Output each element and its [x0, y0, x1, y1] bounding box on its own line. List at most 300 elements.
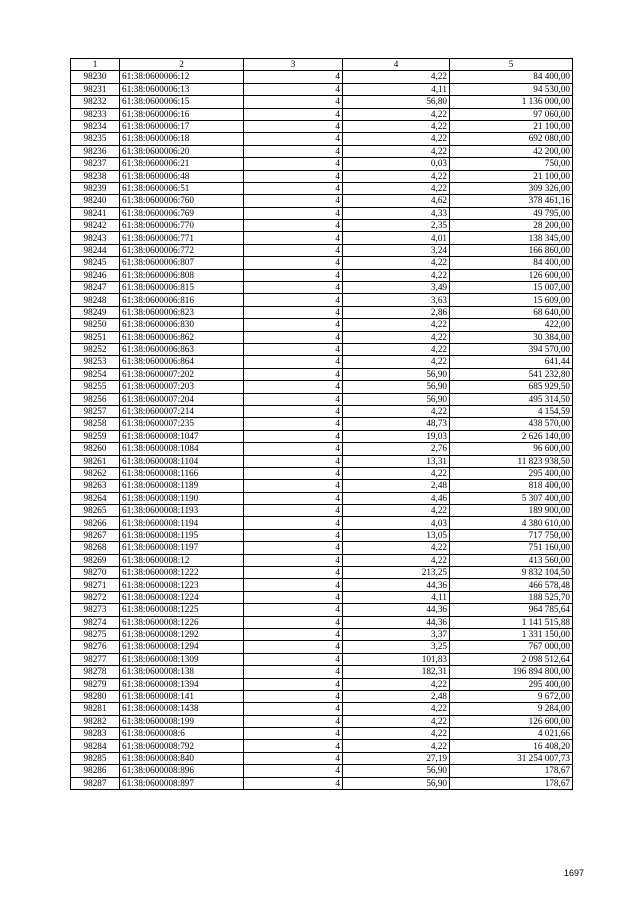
cadastral-number-cell: 61:38:0600008:1195: [120, 529, 244, 541]
category-cell: 4: [244, 529, 343, 541]
table-row: [71, 579, 573, 591]
value-cell: 178,67: [450, 777, 573, 789]
table-row: [71, 455, 573, 467]
table-row: [71, 133, 573, 145]
cadastral-number-cell: 61:38:0600008:1225: [120, 604, 244, 616]
area-cell: 4,11: [343, 83, 450, 95]
table-row: [71, 517, 573, 529]
column-header: 4: [343, 59, 450, 71]
area-cell: 4,46: [343, 492, 450, 504]
row-number-cell: 98238: [71, 170, 120, 182]
value-cell: 4 380 610,00: [450, 517, 573, 529]
area-cell: 4,22: [343, 678, 450, 690]
area-cell: 2,48: [343, 480, 450, 492]
category-cell: 4: [244, 158, 343, 170]
row-number-cell: 98236: [71, 145, 120, 157]
cadastral-number-cell: 61:38:0600006:13: [120, 83, 244, 95]
cadastral-number-cell: 61:38:0600006:17: [120, 120, 244, 132]
category-cell: 4: [244, 628, 343, 640]
value-cell: 1 141 515,88: [450, 616, 573, 628]
cadastral-number-cell: 61:38:0600006:863: [120, 343, 244, 355]
category-cell: 4: [244, 133, 343, 145]
category-cell: 4: [244, 666, 343, 678]
row-number-cell: 98262: [71, 467, 120, 479]
row-number-cell: 98244: [71, 244, 120, 256]
value-cell: 1 136 000,00: [450, 96, 573, 108]
area-cell: 213,25: [343, 567, 450, 579]
category-cell: 4: [244, 765, 343, 777]
value-cell: 4 021,66: [450, 728, 573, 740]
table-row: [71, 269, 573, 281]
table-row: [71, 467, 573, 479]
category-cell: 4: [244, 319, 343, 331]
category-cell: 4: [244, 232, 343, 244]
table-row: [71, 529, 573, 541]
area-cell: 4,22: [343, 170, 450, 182]
area-cell: 2,86: [343, 306, 450, 318]
cadastral-number-cell: 61:38:0600006:48: [120, 170, 244, 182]
table-row: [71, 740, 573, 752]
row-number-cell: 98237: [71, 158, 120, 170]
area-cell: 101,83: [343, 653, 450, 665]
row-number-cell: 98232: [71, 96, 120, 108]
cadastral-number-cell: 61:38:0600006:20: [120, 145, 244, 157]
row-number-cell: 98246: [71, 269, 120, 281]
area-cell: 3,63: [343, 294, 450, 306]
value-cell: 126 600,00: [450, 269, 573, 281]
cadastral-number-cell: 61:38:0600008:1189: [120, 480, 244, 492]
category-cell: 4: [244, 616, 343, 628]
category-cell: 4: [244, 703, 343, 715]
area-cell: 4,22: [343, 542, 450, 554]
category-cell: 4: [244, 207, 343, 219]
value-cell: 15 007,00: [450, 282, 573, 294]
area-cell: 4,22: [343, 554, 450, 566]
cadastral-number-cell: 61:38:0600008:897: [120, 777, 244, 789]
category-cell: 4: [244, 443, 343, 455]
row-number-cell: 98266: [71, 517, 120, 529]
area-cell: 44,36: [343, 604, 450, 616]
row-number-cell: 98270: [71, 567, 120, 579]
row-number-cell: 98282: [71, 715, 120, 727]
table-row: [71, 728, 573, 740]
row-number-cell: 98286: [71, 765, 120, 777]
area-cell: 4,62: [343, 195, 450, 207]
value-cell: 751 160,00: [450, 542, 573, 554]
category-cell: 4: [244, 455, 343, 467]
area-cell: 3,24: [343, 244, 450, 256]
category-cell: 4: [244, 294, 343, 306]
area-cell: 4,22: [343, 703, 450, 715]
column-header: 3: [244, 59, 343, 71]
row-number-cell: 98250: [71, 319, 120, 331]
cadastral-number-cell: 61:38:0600006:823: [120, 306, 244, 318]
category-cell: 4: [244, 356, 343, 368]
cadastral-number-cell: 61:38:0600006:830: [120, 319, 244, 331]
value-cell: 166 860,00: [450, 244, 573, 256]
row-number-cell: 98285: [71, 752, 120, 764]
category-cell: 4: [244, 740, 343, 752]
table-row: [71, 443, 573, 455]
table-row: [71, 703, 573, 715]
row-number-cell: 98273: [71, 604, 120, 616]
row-number-cell: 98267: [71, 529, 120, 541]
row-number-cell: 98231: [71, 83, 120, 95]
value-cell: 188 525,70: [450, 591, 573, 603]
table-row: [71, 343, 573, 355]
area-cell: 4,22: [343, 71, 450, 83]
value-cell: 541 232,80: [450, 368, 573, 380]
row-number-cell: 98252: [71, 343, 120, 355]
area-cell: 4,22: [343, 145, 450, 157]
category-cell: 4: [244, 195, 343, 207]
table-row: [71, 604, 573, 616]
table-row: [71, 567, 573, 579]
value-cell: 84 400,00: [450, 71, 573, 83]
area-cell: 4,22: [343, 257, 450, 269]
category-cell: 4: [244, 505, 343, 517]
area-cell: 4,22: [343, 405, 450, 417]
value-cell: 750,00: [450, 158, 573, 170]
value-cell: 84 400,00: [450, 257, 573, 269]
area-cell: 19,03: [343, 430, 450, 442]
area-cell: 4,22: [343, 343, 450, 355]
area-cell: 4,22: [343, 269, 450, 281]
area-cell: 13,05: [343, 529, 450, 541]
cadastral-number-cell: 61:38:0600006:772: [120, 244, 244, 256]
category-cell: 4: [244, 381, 343, 393]
category-cell: 4: [244, 430, 343, 442]
area-cell: 3,37: [343, 628, 450, 640]
table-row: [71, 777, 573, 789]
category-cell: 4: [244, 728, 343, 740]
area-cell: 4,03: [343, 517, 450, 529]
cadastral-number-cell: 61:38:0600006:770: [120, 220, 244, 232]
value-cell: 5 307 400,00: [450, 492, 573, 504]
cadastral-number-cell: 61:38:0600008:1226: [120, 616, 244, 628]
table-row: [71, 405, 573, 417]
table-row: [71, 71, 573, 83]
cadastral-number-cell: 61:38:0600006:15: [120, 96, 244, 108]
cadastral-number-cell: 61:38:0600008:840: [120, 752, 244, 764]
cadastral-number-cell: 61:38:0600008:896: [120, 765, 244, 777]
category-cell: 4: [244, 604, 343, 616]
category-cell: 4: [244, 306, 343, 318]
area-cell: 56,90: [343, 393, 450, 405]
cadastral-number-cell: 61:38:0600006:21: [120, 158, 244, 170]
category-cell: 4: [244, 567, 343, 579]
cadastral-number-cell: 61:38:0600008:792: [120, 740, 244, 752]
table-row: [71, 182, 573, 194]
area-cell: 4,22: [343, 319, 450, 331]
table-row: [71, 195, 573, 207]
value-cell: 9 672,00: [450, 690, 573, 702]
row-number-cell: 98253: [71, 356, 120, 368]
category-cell: 4: [244, 170, 343, 182]
row-number-cell: 98264: [71, 492, 120, 504]
value-cell: 9 284,00: [450, 703, 573, 715]
cadastral-number-cell: 61:38:0600008:1084: [120, 443, 244, 455]
table-row: [71, 641, 573, 653]
row-number-cell: 98268: [71, 542, 120, 554]
value-cell: 378 461,16: [450, 195, 573, 207]
table-row: [71, 207, 573, 219]
area-cell: 44,36: [343, 616, 450, 628]
cadastral-number-cell: 61:38:0600008:1104: [120, 455, 244, 467]
cadastral-number-cell: 61:38:0600006:816: [120, 294, 244, 306]
row-number-cell: 98235: [71, 133, 120, 145]
value-cell: 4 154,59: [450, 405, 573, 417]
category-cell: 4: [244, 467, 343, 479]
category-cell: 4: [244, 83, 343, 95]
value-cell: 178,67: [450, 765, 573, 777]
area-cell: 4,22: [343, 133, 450, 145]
value-cell: 30 384,00: [450, 331, 573, 343]
table-row: [71, 492, 573, 504]
cadastral-number-cell: 61:38:0600008:1223: [120, 579, 244, 591]
table-row: [71, 368, 573, 380]
area-cell: 4,22: [343, 182, 450, 194]
table-row: [71, 765, 573, 777]
cadastral-number-cell: 61:38:0600006:815: [120, 282, 244, 294]
area-cell: 48,73: [343, 418, 450, 430]
table-row: [71, 257, 573, 269]
category-cell: 4: [244, 145, 343, 157]
category-cell: 4: [244, 96, 343, 108]
category-cell: 4: [244, 678, 343, 690]
row-number-cell: 98234: [71, 120, 120, 132]
value-cell: 126 600,00: [450, 715, 573, 727]
area-cell: 4,22: [343, 505, 450, 517]
cadastral-number-cell: 61:38:0600008:138: [120, 666, 244, 678]
cadastral-number-cell: 61:38:0600006:16: [120, 108, 244, 120]
cadastral-number-cell: 61:38:0600008:1197: [120, 542, 244, 554]
area-cell: 56,80: [343, 96, 450, 108]
row-number-cell: 98239: [71, 182, 120, 194]
category-cell: 4: [244, 591, 343, 603]
row-number-cell: 98276: [71, 641, 120, 653]
value-cell: 196 894 800,00: [450, 666, 573, 678]
category-cell: 4: [244, 480, 343, 492]
row-number-cell: 98245: [71, 257, 120, 269]
table-row: [71, 393, 573, 405]
category-cell: 4: [244, 418, 343, 430]
value-cell: 28 200,00: [450, 220, 573, 232]
category-cell: 4: [244, 752, 343, 764]
area-cell: 3,49: [343, 282, 450, 294]
cadastral-number-cell: 61:38:0600008:1194: [120, 517, 244, 529]
row-number-cell: 98251: [71, 331, 120, 343]
value-cell: 466 578,48: [450, 579, 573, 591]
value-cell: 97 060,00: [450, 108, 573, 120]
value-cell: 49 795,00: [450, 207, 573, 219]
table-row: [71, 331, 573, 343]
row-number-cell: 98255: [71, 381, 120, 393]
cadastral-number-cell: 61:38:0600008:1193: [120, 505, 244, 517]
area-cell: 4,01: [343, 232, 450, 244]
table-row: [71, 170, 573, 182]
table-row: [71, 616, 573, 628]
area-cell: 4,22: [343, 728, 450, 740]
cadastral-number-cell: 61:38:0600006:771: [120, 232, 244, 244]
row-number-cell: 98274: [71, 616, 120, 628]
cadastral-number-cell: 61:38:0600007:235: [120, 418, 244, 430]
value-cell: 2 626 140,00: [450, 430, 573, 442]
table-row: [71, 145, 573, 157]
category-cell: 4: [244, 641, 343, 653]
table-row: [71, 678, 573, 690]
cadastral-number-cell: 61:38:0600006:760: [120, 195, 244, 207]
category-cell: 4: [244, 690, 343, 702]
category-cell: 4: [244, 542, 343, 554]
area-cell: 4,11: [343, 591, 450, 603]
area-cell: 56,90: [343, 381, 450, 393]
table-row: [71, 83, 573, 95]
area-cell: 0,03: [343, 158, 450, 170]
value-cell: 309 326,00: [450, 182, 573, 194]
table-row: [71, 356, 573, 368]
cadastral-number-cell: 61:38:0600008:1438: [120, 703, 244, 715]
cadastral-number-cell: 61:38:0600008:1190: [120, 492, 244, 504]
category-cell: 4: [244, 554, 343, 566]
value-cell: 96 600,00: [450, 443, 573, 455]
category-cell: 4: [244, 653, 343, 665]
row-number-cell: 98278: [71, 666, 120, 678]
row-number-cell: 98243: [71, 232, 120, 244]
table-row: [71, 381, 573, 393]
value-cell: 438 570,00: [450, 418, 573, 430]
value-cell: 9 832 104,50: [450, 567, 573, 579]
table-row: [71, 715, 573, 727]
row-number-cell: 98263: [71, 480, 120, 492]
cadastral-number-cell: 61:38:0600007:202: [120, 368, 244, 380]
value-cell: 2 098 512,64: [450, 653, 573, 665]
value-cell: 189 900,00: [450, 505, 573, 517]
table-row: [71, 319, 573, 331]
row-number-cell: 98275: [71, 628, 120, 640]
row-number-cell: 98233: [71, 108, 120, 120]
cadastral-number-cell: 61:38:0600008:12: [120, 554, 244, 566]
cadastral-number-cell: 61:38:0600006:807: [120, 257, 244, 269]
area-cell: 4,22: [343, 331, 450, 343]
value-cell: 295 400,00: [450, 467, 573, 479]
row-number-cell: 98257: [71, 405, 120, 417]
table-body: [71, 71, 573, 790]
table-row: [71, 554, 573, 566]
category-cell: 4: [244, 579, 343, 591]
table-row: [71, 591, 573, 603]
area-cell: 182,31: [343, 666, 450, 678]
cadastral-number-cell: 61:38:0600008:6: [120, 728, 244, 740]
value-cell: 21 100,00: [450, 170, 573, 182]
row-number-cell: 98265: [71, 505, 120, 517]
area-cell: 56,90: [343, 777, 450, 789]
table-row: [71, 480, 573, 492]
area-cell: 4,22: [343, 740, 450, 752]
table-row: [71, 220, 573, 232]
category-cell: 4: [244, 368, 343, 380]
table-row: [71, 282, 573, 294]
table-row: [71, 232, 573, 244]
category-cell: 4: [244, 220, 343, 232]
area-cell: 4,22: [343, 715, 450, 727]
area-cell: 2,48: [343, 690, 450, 702]
cadastral-number-cell: 61:38:0600008:1294: [120, 641, 244, 653]
value-cell: 641,44: [450, 356, 573, 368]
row-number-cell: 98281: [71, 703, 120, 715]
data-table: [70, 58, 573, 790]
cadastral-number-cell: 61:38:0600006:808: [120, 269, 244, 281]
category-cell: 4: [244, 492, 343, 504]
cadastral-number-cell: 61:38:0600006:864: [120, 356, 244, 368]
value-cell: 422,00: [450, 319, 573, 331]
column-header: 2: [120, 59, 244, 71]
value-cell: 295 400,00: [450, 678, 573, 690]
row-number-cell: 98241: [71, 207, 120, 219]
table-row: [71, 430, 573, 442]
cadastral-number-cell: 61:38:0600007:214: [120, 405, 244, 417]
value-cell: 692 080,00: [450, 133, 573, 145]
category-cell: 4: [244, 120, 343, 132]
table-row: [71, 96, 573, 108]
cadastral-number-cell: 61:38:0600006:769: [120, 207, 244, 219]
category-cell: 4: [244, 331, 343, 343]
value-cell: 31 254 007,73: [450, 752, 573, 764]
column-header: 5: [450, 59, 573, 71]
area-cell: 4,33: [343, 207, 450, 219]
cadastral-number-cell: 61:38:0600006:51: [120, 182, 244, 194]
value-cell: 964 785,64: [450, 604, 573, 616]
value-cell: 11 823 938,50: [450, 455, 573, 467]
row-number-cell: 98283: [71, 728, 120, 740]
row-number-cell: 98249: [71, 306, 120, 318]
table-row: [71, 294, 573, 306]
column-header: 1: [71, 59, 120, 71]
row-number-cell: 98248: [71, 294, 120, 306]
area-cell: 44,36: [343, 579, 450, 591]
category-cell: 4: [244, 405, 343, 417]
category-cell: 4: [244, 182, 343, 194]
row-number-cell: 98272: [71, 591, 120, 603]
value-cell: 413 560,00: [450, 554, 573, 566]
cadastral-number-cell: 61:38:0600008:199: [120, 715, 244, 727]
category-cell: 4: [244, 244, 343, 256]
cadastral-number-cell: 61:38:0600008:1047: [120, 430, 244, 442]
category-cell: 4: [244, 715, 343, 727]
area-cell: 56,90: [343, 765, 450, 777]
cadastral-number-cell: 61:38:0600008:1309: [120, 653, 244, 665]
row-number-cell: 98287: [71, 777, 120, 789]
table-row: [71, 752, 573, 764]
category-cell: 4: [244, 343, 343, 355]
cadastral-number-cell: 61:38:0600007:203: [120, 381, 244, 393]
page-number: 1697: [563, 868, 584, 878]
value-cell: 394 570,00: [450, 343, 573, 355]
row-number-cell: 98259: [71, 430, 120, 442]
row-number-cell: 98269: [71, 554, 120, 566]
cadastral-number-cell: 61:38:0600008:1394: [120, 678, 244, 690]
row-number-cell: 98271: [71, 579, 120, 591]
area-cell: 2,76: [343, 443, 450, 455]
area-cell: 56,90: [343, 368, 450, 380]
value-cell: 717 750,00: [450, 529, 573, 541]
value-cell: 15 609,00: [450, 294, 573, 306]
table-row: [71, 505, 573, 517]
area-cell: 13,31: [343, 455, 450, 467]
category-cell: 4: [244, 393, 343, 405]
value-cell: 685 929,50: [450, 381, 573, 393]
area-cell: 4,22: [343, 108, 450, 120]
